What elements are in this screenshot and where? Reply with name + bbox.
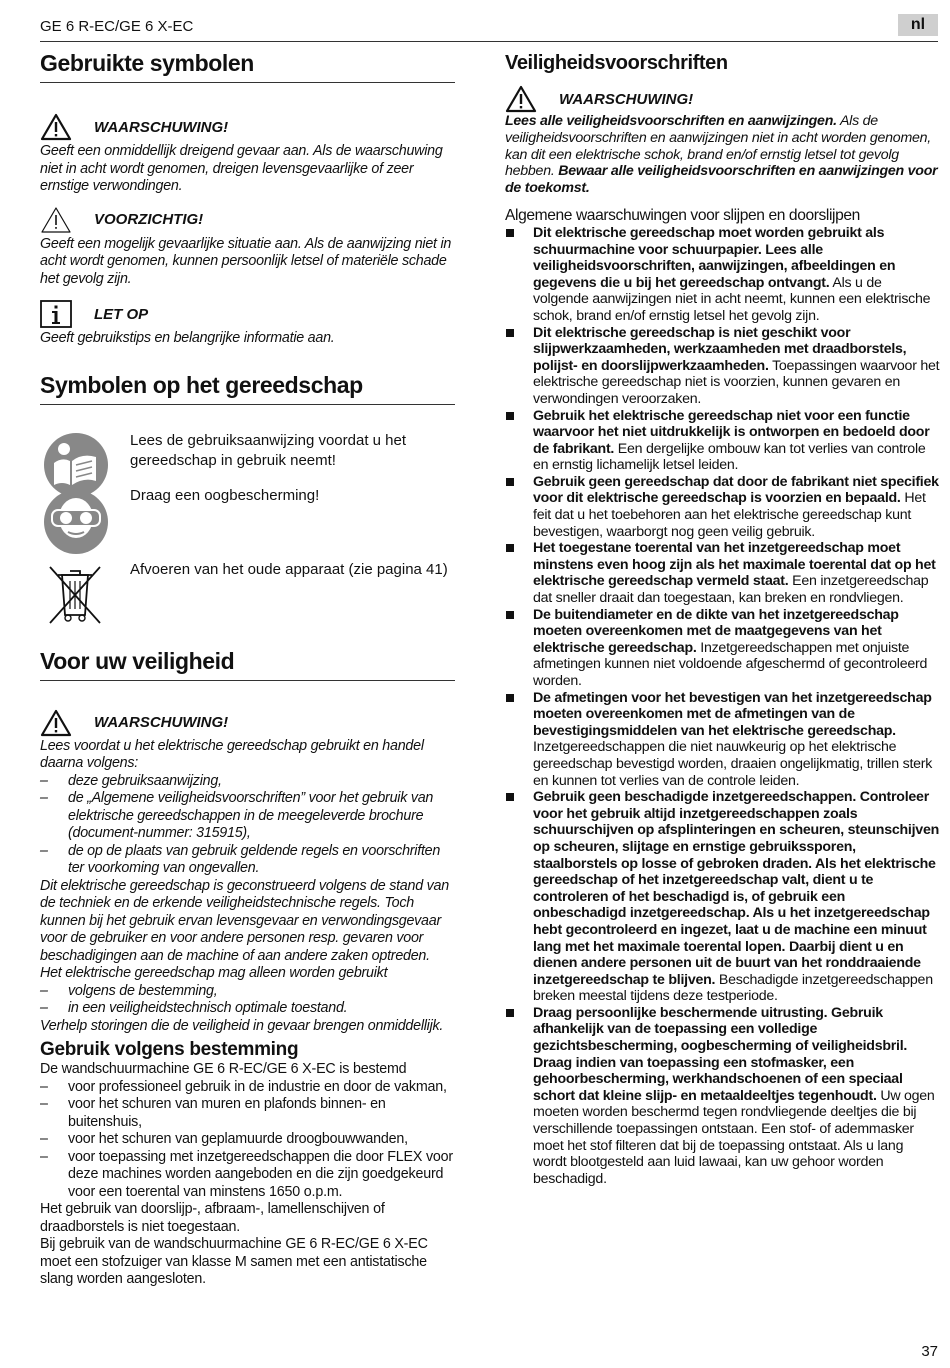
warning-label: WAARSCHUWING! — [94, 118, 229, 136]
caution-triangle-icon — [40, 206, 72, 234]
dash-item: – in een veiligheidstechnisch optimale toestand. — [40, 1000, 348, 1016]
rules-intro: Lees alle veiligheidsvoorschriften en aanwijzingen. Als de veiligheidsvoorschriften en aanwijzingen niet in acht worden genomen, kan dit een elektrische schok, brand en/of ernstig letsel tot gevolg hebben. Bewaar alle veiligheidsvoorschriften en aanwijzingen voor de toekomst. — [505, 113, 938, 197]
bullet-square-icon — [505, 1005, 533, 1188]
symbol-row-eye-protection — [40, 488, 455, 561]
caution-heading — [40, 206, 455, 234]
dash-item: – voor het schuren van muren en plafonds binnen- en buitenshuis, — [40, 1096, 386, 1130]
eye-protection-icon — [40, 488, 110, 556]
symbol-text-disposal: Afvoeren van het oude apparaat (zie pagina 41) — [130, 560, 448, 578]
dash-item: – de „Algemene veiligheidsvoorschriften” voor het gebruik van elektrische gereedschappen in de meegeleverde brochure (document-nummer: 315915), — [40, 790, 434, 841]
warning-list — [505, 225, 940, 1187]
dash-item: – voor het schuren van geplamuurde droogbouwwanden, — [40, 1131, 408, 1147]
warning-heading — [40, 113, 455, 141]
section-title-tool-symbols: Symbolen op het gereedschap — [40, 372, 455, 405]
symbol-text-manual: Lees de gebruiksaanwijzing voordat u het gereedschap in gebruik neemt! — [130, 431, 407, 469]
warning-list-item: Gebruik geen beschadigde inzetgereedschappen. Controleer voor het gebruik altijd inzetgereedschappen zoals schuurschijven op afsplinteringen en scheuren, steunschijven op scheuren, slijtage en ernstige gebruikssporen, staalborstels op losse of gebroken draden. Als het elektrische gereedschap of het inzetgereedschap valt, dient u te controleren of het beschadigd is, of gebruik een onbeschadigd inzetgereedschap. Als u het inzetgereedschap hebt gecontroleerd en ingezet, laat u de machine een minuut lang met het maximale toerental lopen. Daarbij dient u en dienen andere personen uit de buurt van het ronddraaiende inzetgereedschap te blijven. Beschadigde inzetgereedschappen breken meestal tijdens deze testperiode. — [505, 789, 940, 1005]
safety-paragraph: Het elektrische gereedschap mag alleen worden gebruikt — [40, 965, 388, 981]
info-icon — [40, 300, 72, 328]
intended-use-paragraph: Het gebruik van doorslijp-, afbraam-, lamellenschijven of draadborstels is niet toegestaan. — [40, 1201, 385, 1235]
safety-paragraph: Verhelp storingen die de veiligheid in gevaar brengen onmiddellijk. — [40, 1017, 444, 1034]
bullet-square-icon — [505, 325, 533, 408]
symbol-row-disposal — [40, 560, 455, 630]
symbol-text-eye-protection: Draag een oogbescherming! — [130, 486, 320, 504]
header-title: GE 6 R-EC/GE 6 X-EC — [40, 18, 194, 35]
dash-item: – voor professioneel gebruik in de industrie en door de vakman, — [40, 1078, 447, 1095]
bullet-square-icon — [505, 225, 533, 325]
rules-warning-heading — [505, 85, 940, 113]
left-column — [40, 50, 455, 1289]
right-column — [505, 50, 940, 1187]
safety-warning-heading — [40, 709, 455, 737]
note-heading — [40, 300, 455, 328]
safety-warning-label: WAARSCHUWING! — [94, 714, 229, 731]
warning-list-item: Gebruik geen gereedschap dat door de fabrikant niet specifiek voor dit elektrische gereedschap is voorzien en bepaald. Het feit dat u het toebehoren aan het elektrische gereedschap kunt bevestigen, waarborgt nog geen veilig gebruik. — [505, 474, 940, 540]
warning-triangle-icon — [40, 709, 72, 737]
warning-list-item: Dit elektrische gereedschap moet worden gebruikt als schuurmachine voor schuurpapier. Lees alle veiligheidsvoorschriften, aanwijzingen, afbeeldingen en gegevens die u bij het gereedschap ontvangt. Als u de volgende aanwijzingen niet in acht neemt, kunnen een elektrische schok, brand en/of ernstig letsel het gevolg zijn. — [505, 225, 940, 325]
warning-list-item: Draag persoonlijke beschermende uitrusting. Gebruik afhankelijk van de toepassing een volledige gezichtsbescherming, oogbescherming of veiligheidsbril. Draag indien van toepassing een stofmasker, een gehoorbescherming, werkhandschoenen of een speciaal schort dat kleine slijp- en metaaldeeltjes tegenhoudt. Uw ogen moeten worden beschermd tegen rondvliegende deeltjes die bij verschillende toepassingen ontstaan. Een stof- of ademmasker moet het stof filteren dat bij de toepassing ontstaat. Als u lang wordt blootgesteld aan luid lawaai, kan uw gehoor worden beschadigd. — [505, 1005, 940, 1188]
bullet-square-icon — [505, 789, 533, 1005]
bullet-square-icon — [505, 474, 533, 540]
warning-list-item: De buitendiameter en de dikte van het inzetgereedschap moeten overeenkomen met de maatgegevens van het elektrische gereedschap. Inzetgereedschappen met onjuiste afmetingen kunnen niet voldoende afgeschermd of gecontroleerd worden. — [505, 607, 940, 690]
note-label: LET OP — [94, 305, 149, 323]
page-number: 37 — [921, 1343, 938, 1360]
safety-intro: Lees voordat u het elektrische gereedschap gebruikt en handel daarna volgens: — [40, 737, 424, 771]
bullet-square-icon — [505, 690, 533, 790]
caution-text: Geeft een mogelijk gevaarlijke situatie aan. Als de aanwijzing niet in acht wordt genomen, kunnen persoonlijk letsel of materiële schade het gevolg zijn. — [40, 235, 452, 287]
dash-item: – deze gebruiksaanwijzing, — [40, 772, 222, 789]
warning-list-item: Het toegestane toerental van het inzetgereedschap moet minstens even hoog zijn als het maximale toerental dat op het elektrische gereedschap vermeld staat. Een inzetgereedschap dat sneller draait dan toegestaan, kan breken en rondvliegen. — [505, 540, 940, 606]
warning-list-item: De afmetingen voor het bevestigen van het inzetgereedschap moeten overeenkomen met de afmetingen van de bevestigingsmiddelen van het elektrische gereedschap. Inzetgereedschappen die niet nauwkeurig op het elektrische gereedschap bevestigd worden, draaien ongelijkmatig, trillen sterk en kunnen tot verlies van de controle leiden. — [505, 690, 940, 790]
intended-use-paragraph: Bij gebruik van de wandschuurmachine GE 6 R-EC/GE 6 X-EC moet een stofzuiger van klasse M samen met een antistatische slang worden aangesloten. — [40, 1236, 428, 1287]
crossed-bin-icon — [40, 563, 110, 625]
note-text: Geeft gebruikstips en belangrijke informatie aan. — [40, 330, 335, 346]
language-badge: nl — [898, 14, 938, 36]
dash-item: – de op de plaats van gebruik geldende regels en voorschriften ter voorkoming van ongevallen. — [40, 842, 441, 876]
rules-warning-label: WAARSCHUWING! — [559, 90, 694, 108]
dash-item: – voor toepassing met inzetgereedschappen die door FLEX voor deze machines worden aangeboden en die zijn goedgekeurd voor een toerental van minstens 1650 o.p.m. — [40, 1148, 453, 1200]
safety-paragraph: Dit elektrische gereedschap is geconstrueerd volgens de stand van de techniek en de erkende veiligheidstechnische regels. Toch kunnen bij het gebruik ervan levensgevaar en verwondingsgevaar voor de gebruiker en voor andere personen resp. gevaren voor beschadigingen aan de machine of aan andere zaken optreden. — [40, 877, 449, 964]
intended-use-intro: De wandschuurmachine GE 6 R-EC/GE 6 X-EC is bestemd — [40, 1061, 407, 1077]
section-title-safety-rules: Veiligheidsvoorschriften — [505, 52, 728, 74]
warning-text: Geeft een onmiddellijk dreigend gevaar aan. Als de waarschuwing niet in acht wordt genomen, dreigen levensgevaarlijke of zeer ernstige verwondingen. — [40, 143, 443, 194]
warning-triangle-icon — [40, 113, 72, 141]
section-title-safety: Voor uw veiligheid — [40, 648, 455, 681]
bullet-square-icon — [505, 540, 533, 606]
page-header — [40, 16, 938, 42]
caution-label: VOORZICHTIG! — [94, 211, 204, 228]
warning-triangle-icon — [505, 85, 537, 113]
bullet-square-icon — [505, 408, 533, 474]
warning-list-item: Gebruik het elektrische gereedschap niet voor een functie waarvoor het niet uitdrukkelijk is ontworpen en bedoeld door de fabrikant. Een dergelijke ombouw kan tot verlies van controle en ernstig lichamelijk letsel leiden. — [505, 408, 940, 474]
subsection-title-grinding: Algemene waarschuwingen voor slijpen en doorslijpen — [505, 206, 860, 224]
dash-item: – volgens de bestemming, — [40, 982, 218, 999]
section-title-intended-use: Gebruik volgens bestemming — [40, 1039, 299, 1060]
section-title-symbols: Gebruikte symbolen — [40, 50, 455, 83]
bullet-square-icon — [505, 607, 533, 690]
warning-list-item: Dit elektrische gereedschap is niet geschikt voor slijpwerkzaamheden, werkzaamheden met draadborstels, polijst- en doorslijpwerkzaamheden. Toepassingen waarvoor het elektrische gereedschap niet is voorzien, kunnen gevaren en verwondingen veroorzaken. — [505, 325, 940, 408]
